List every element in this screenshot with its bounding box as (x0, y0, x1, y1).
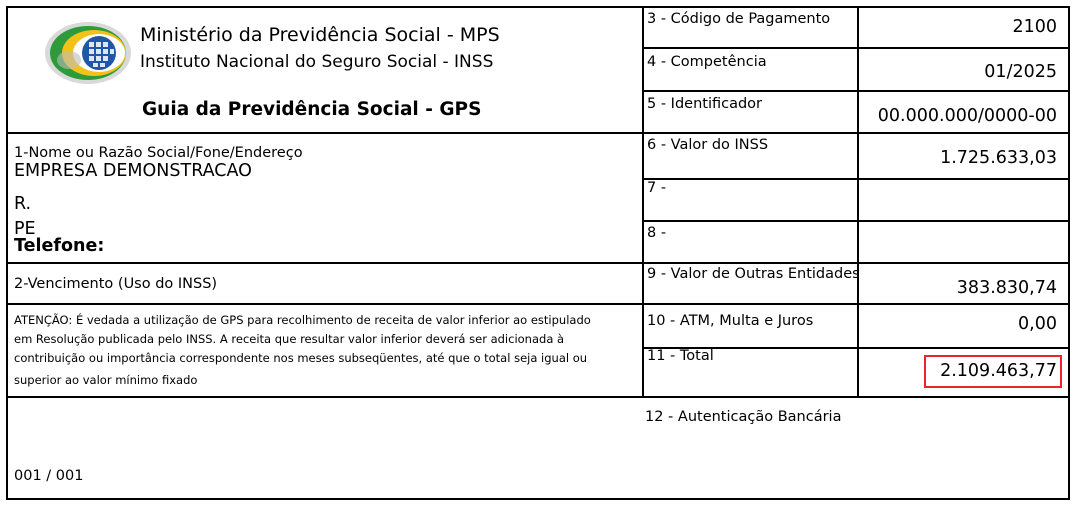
atencao-line-2: em Resolução publicada pelo INSS. A receita que resultar valor inferior deverá ser adicionada à (14, 332, 565, 346)
mps-logo (44, 20, 132, 86)
frame-right-bottom (1068, 396, 1070, 500)
frame-left (6, 6, 8, 500)
atm-multa-juros-label: 10 - ATM, Multa e Juros (647, 313, 814, 329)
org-line-1: Ministério da Previdência Social - MPS (140, 24, 500, 46)
valor-inss-label: 6 - Valor do INSS (647, 137, 769, 153)
rule-left-3 (6, 303, 644, 305)
vencimento-label: 2-Vencimento (Uso do INSS) (14, 276, 218, 292)
rule-left-2 (6, 262, 644, 264)
atm-multa-juros-value: 0,00 (1018, 314, 1057, 334)
total-value: 2.109.463,77 (940, 361, 1057, 381)
outras-entidades-label: 9 - Valor de Outras Entidades (647, 266, 860, 282)
contribuinte-endereco: R. (14, 194, 32, 214)
valor-inss-value: 1.725.633,03 (940, 148, 1057, 168)
identificador-label: 5 - Identificador (647, 96, 763, 112)
page-counter: 001 / 001 (14, 468, 84, 484)
frame-bottom (6, 498, 1070, 500)
contribuinte-nome: EMPRESA DEMONSTRACAO (14, 161, 252, 181)
competencia-label: 4 - Competência (647, 54, 767, 70)
rule-right-1 (642, 47, 1070, 49)
contribuinte-uf: PE (14, 219, 36, 239)
rule-right-6 (642, 262, 1070, 264)
rule-full-bottom (6, 396, 1070, 398)
rule-right-7 (642, 303, 1070, 305)
document-title: Guia da Previdência Social - GPS (142, 99, 482, 120)
rule-right-4 (642, 178, 1070, 180)
atencao-line-1: ATENÇÃO: É vedada a utilização de GPS para recolhimento de receita de valor inferior ao estipulado (14, 313, 591, 327)
outras-entidades-value: 383.830,74 (956, 278, 1057, 298)
codigo-pagamento-label: 3 - Código de Pagamento (647, 11, 831, 27)
frame-right (1068, 6, 1070, 398)
field-8-label: 8 - (647, 225, 667, 241)
rule-left-1 (6, 132, 644, 134)
codigo-pagamento-value: 2100 (1012, 17, 1057, 37)
contribuinte-label: 1-Nome ou Razão Social/Fone/Endereço (14, 145, 303, 161)
rule-right-2 (642, 90, 1070, 92)
identificador-value: 00.000.000/0000-00 (877, 106, 1057, 126)
atencao-line-4: superior ao valor mínimo fixado (14, 373, 198, 387)
rule-right-3 (642, 132, 1070, 134)
field-7-label: 7 - (647, 180, 667, 196)
total-label: 11 - Total (647, 348, 714, 364)
rule-right-5 (642, 220, 1070, 222)
autenticacao-label: 12 - Autenticação Bancária (645, 409, 842, 425)
telefone-label: Telefone: (14, 236, 105, 256)
org-line-2: Instituto Nacional do Seguro Social - INSS (140, 52, 494, 72)
competencia-value: 01/2025 (984, 62, 1057, 82)
frame-top (6, 6, 1070, 8)
atencao-line-3: contribuição ou importância correspondente nos meses subseqüentes, até que o total seja igual ou (14, 351, 588, 365)
divider-main (642, 6, 644, 398)
divider-values (857, 6, 859, 398)
